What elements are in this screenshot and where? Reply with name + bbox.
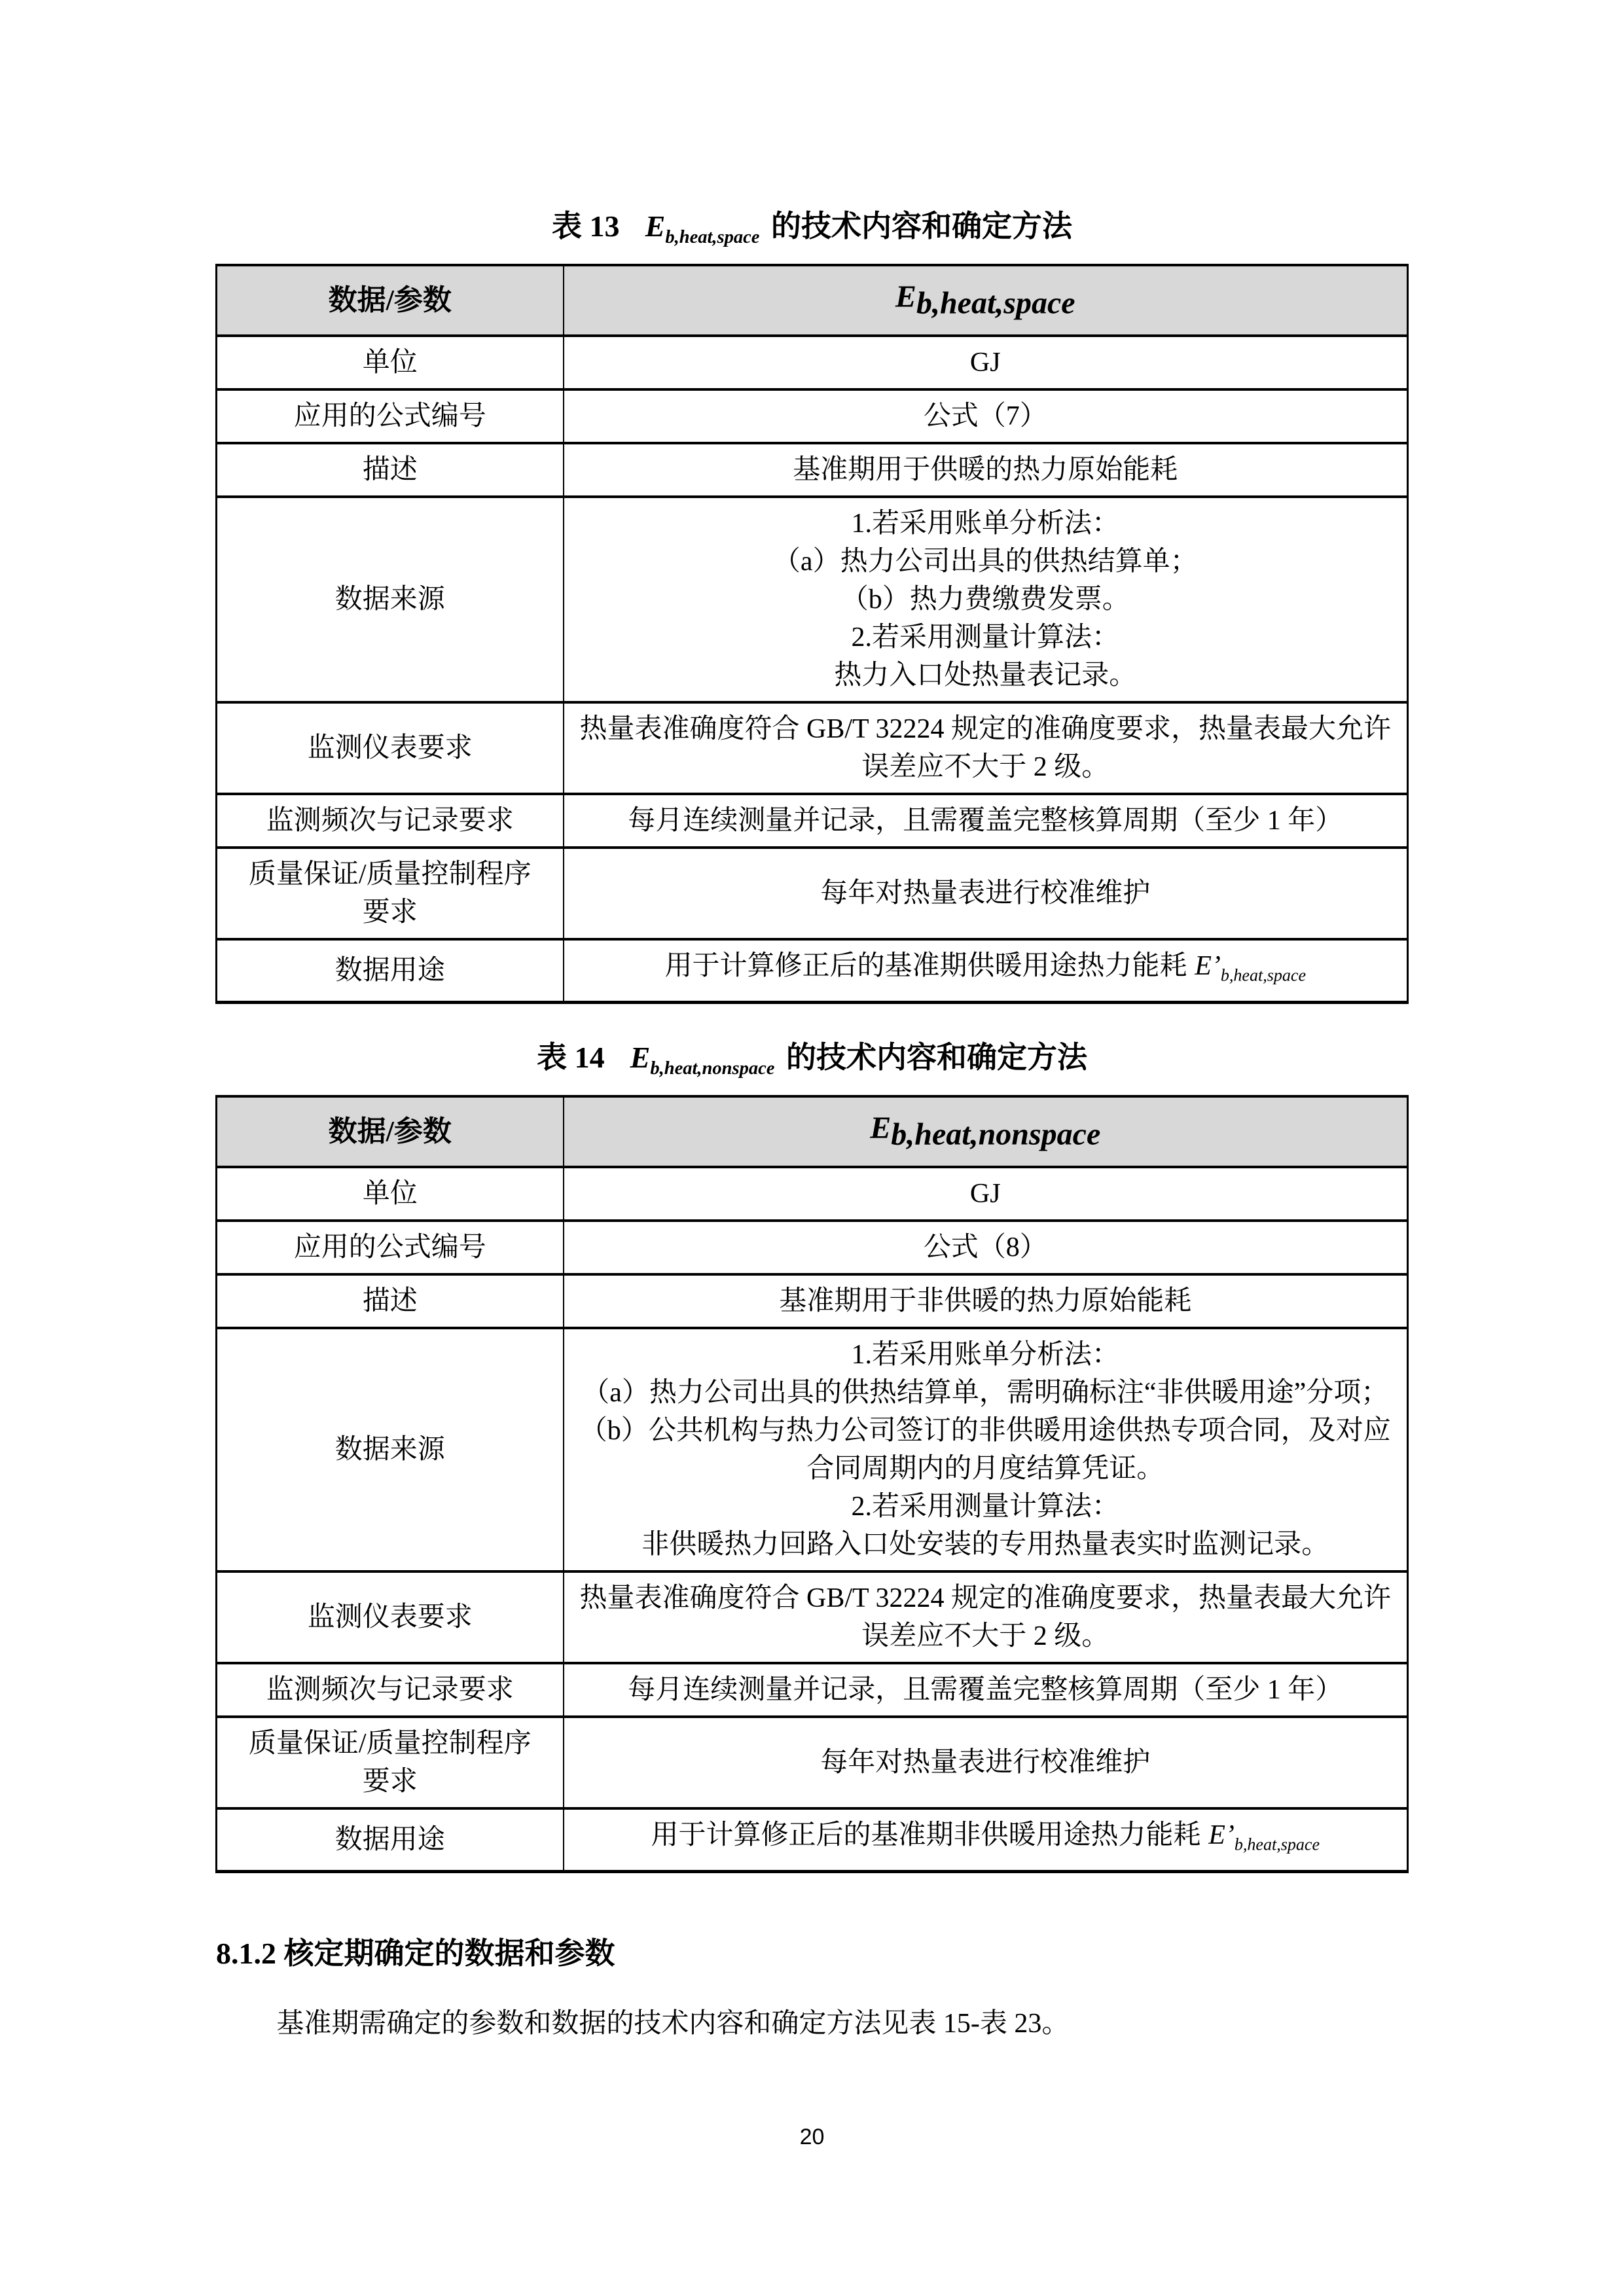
- row-label: 质量保证/质量控制程序要求: [217, 1717, 564, 1808]
- table-13-title: [0, 200, 1624, 264]
- row-value: 基准期用于供暖的热力原始能耗: [564, 443, 1408, 497]
- row-label: 单位: [217, 336, 564, 389]
- row-value: 1.若采用账单分析法： （a）热力公司出具的供热结算单，需明确标注“非供暖用途”分项； （b）公共机构与热力公司签订的非供暖用途供热专项合同，及对应合同周期内的月度结算凭证。 2.若采用测量计算法： 非供暖热力回路入口处安装的专用热量表实时监测记录。: [564, 1328, 1408, 1571]
- table-13-header-symbol: E: [895, 279, 916, 315]
- row-value: 每月连续测量并记录，且需覆盖完整核算周期（至少 1 年）: [564, 794, 1408, 848]
- row-value: 公式（8）: [564, 1221, 1408, 1274]
- table-14-row-unit: [217, 1167, 1408, 1221]
- table-13-header-row: [217, 265, 1408, 335]
- table-13-row-formula: [217, 389, 1408, 443]
- table-14-title-prefix: 表 14: [537, 1040, 605, 1074]
- table-13-row-data-source: [217, 497, 1408, 702]
- table-14-row-instrument-requirement: [217, 1571, 1408, 1663]
- row-value: GJ: [564, 336, 1408, 389]
- table-13-header-col2: [564, 265, 1408, 335]
- energy-symbol: E’: [1208, 1820, 1235, 1850]
- row-label: 数据来源: [217, 1328, 564, 1571]
- table-13-header-symbol-sub: b,heat,space: [916, 285, 1075, 321]
- row-value: 公式（7）: [564, 389, 1408, 443]
- row-value: GJ: [564, 1167, 1408, 1221]
- row-value: 热量表准确度符合 GB/T 32224 规定的准确度要求，热量表最大允许误差应不大于 2 级。: [564, 702, 1408, 794]
- table-14-header-row: [217, 1096, 1408, 1166]
- table-13: [215, 264, 1409, 1004]
- row-label: 监测频次与记录要求: [217, 794, 564, 848]
- row-label: 监测频次与记录要求: [217, 1663, 564, 1717]
- table-14-header-symbol-sub: b,heat,nonspace: [891, 1117, 1101, 1152]
- table-14-row-formula: [217, 1221, 1408, 1274]
- table-14-header-col1: 数据/参数: [217, 1096, 564, 1166]
- row-label: 数据来源: [217, 497, 564, 702]
- table-14-title-suffix: 的技术内容和确定方法: [785, 1040, 1087, 1074]
- row-label: 数据用途: [217, 1808, 564, 1872]
- row-label: 描述: [217, 443, 564, 497]
- table-13-title-symbol: E: [645, 209, 666, 243]
- row-label: 监测仪表要求: [217, 702, 564, 794]
- table-13-row-qa-qc-requirement: [217, 848, 1408, 939]
- row-label: 应用的公式编号: [217, 1221, 564, 1274]
- table-14-row-qa-qc-requirement: [217, 1717, 1408, 1808]
- table-13-row-data-usage: [217, 939, 1408, 1003]
- table-14-row-data-source: [217, 1328, 1408, 1571]
- table-13-row-description: [217, 443, 1408, 497]
- row-label: 监测仪表要求: [217, 1571, 564, 1663]
- energy-symbol-sub: b,heat,space: [1234, 1834, 1320, 1854]
- table-13-row-unit: [217, 336, 1408, 389]
- energy-symbol-sub: b,heat,space: [1220, 965, 1307, 984]
- row-value: 用于计算修正后的基准期供暖用途热力能耗 $E’_{b,heat,space}$: [564, 939, 1408, 1003]
- table-13-header-col1: 数据/参数: [217, 265, 564, 335]
- table-14: [215, 1095, 1409, 1873]
- table-13-title-suffix: 的技术内容和确定方法: [770, 209, 1072, 243]
- table-14-header-col2: [564, 1096, 1408, 1166]
- energy-symbol: E’: [1195, 950, 1221, 981]
- row-label: 数据用途: [217, 939, 564, 1003]
- page-number: 20: [799, 2125, 825, 2149]
- row-label: 质量保证/质量控制程序要求: [217, 848, 564, 939]
- row-value: 每月连续测量并记录，且需覆盖完整核算周期（至少 1 年）: [564, 1663, 1408, 1717]
- table-14-row-description: [217, 1274, 1408, 1328]
- row-label: 应用的公式编号: [217, 389, 564, 443]
- table-14-header-symbol: E: [870, 1111, 892, 1146]
- row-value: 热量表准确度符合 GB/T 32224 规定的准确度要求，热量表最大允许误差应不大于 2 级。: [564, 1571, 1408, 1663]
- table-14-row-frequency-requirement: [217, 1663, 1408, 1717]
- row-value: 1.若采用账单分析法： （a）热力公司出具的供热结算单； （b）热力费缴费发票。 2.若采用测量计算法： 热力入口处热量表记录。: [564, 497, 1408, 702]
- table-14-title: [0, 1031, 1624, 1095]
- row-value: 用于计算修正后的基准期非供暖用途热力能耗 $E’_{b,heat,space}$: [564, 1808, 1408, 1872]
- row-label: 描述: [217, 1274, 564, 1328]
- table-13-row-instrument-requirement: [217, 702, 1408, 794]
- table-14-title-symbol: E: [630, 1040, 651, 1074]
- table-14-row-data-usage: [217, 1808, 1408, 1872]
- table-13-title-symbol-sub: b,heat,space: [665, 227, 760, 248]
- table-14-title-symbol-sub: b,heat,nonspace: [650, 1058, 775, 1079]
- body-paragraph: 基准期需确定的参数和数据的技术内容和确定方法见表 15-表 23。: [276, 2008, 1070, 2039]
- table-13-row-frequency-requirement: [217, 794, 1408, 848]
- table-13-title-prefix: 表 13: [552, 209, 620, 243]
- row-label: 单位: [217, 1167, 564, 1221]
- row-value: 每年对热量表进行校准维护: [564, 1717, 1408, 1808]
- row-value: 基准期用于非供暖的热力原始能耗: [564, 1274, 1408, 1328]
- row-value: 每年对热量表进行校准维护: [564, 848, 1408, 939]
- section-heading-8-1-2: 8.1.2 核定期确定的数据和参数: [216, 1936, 615, 1970]
